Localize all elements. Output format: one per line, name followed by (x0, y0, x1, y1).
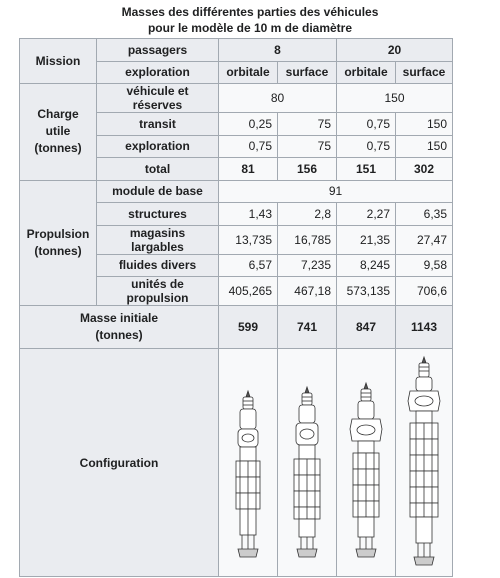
passagers-8-header: 8 (219, 39, 337, 62)
masses-table (19, 38, 453, 577)
masse-initiale-header (20, 306, 219, 349)
charge-utile-line-1: Charge utile (37, 107, 79, 139)
exploration-label: exploration (97, 135, 219, 158)
module-value: 91 (219, 180, 453, 203)
caption-line-2: pour le modèle de 10 m de diamètre (147, 21, 353, 35)
unites-label: unités de propulsion (97, 277, 219, 306)
vehicle-orbitale-20-icon (346, 363, 386, 563)
vehicle-orbitale-8-icon (228, 363, 268, 563)
propulsion-line-2: (tonnes) (34, 243, 82, 258)
row-masse-initiale (20, 306, 453, 349)
masse-value: 599 (219, 306, 278, 349)
transit-value: 75 (278, 113, 337, 136)
charge-utile-line-2: (tonnes) (34, 141, 82, 156)
unites-value: 405,265 (219, 277, 278, 306)
transit-label: transit (97, 113, 219, 136)
masse-line-1: Masse initiale (79, 311, 159, 325)
masse-value: 847 (337, 306, 396, 349)
fluides-value: 6,57 (219, 254, 278, 277)
masse-value: 1143 (396, 306, 453, 349)
caption-line-1: Masses des différentes parties des véhicules (121, 5, 379, 19)
total-value: 302 (396, 158, 453, 181)
magasins-value: 16,785 (278, 225, 337, 254)
exploration-value: 0,75 (219, 135, 278, 158)
unites-value: 706,6 (396, 277, 453, 306)
transit-value: 150 (396, 113, 453, 136)
magasins-value: 13,735 (219, 225, 278, 254)
magasins-value: 27,47 (396, 225, 453, 254)
fluides-value: 9,58 (396, 254, 453, 277)
structures-value: 2,8 (278, 203, 337, 226)
row-configuration (20, 349, 453, 577)
total-value: 156 (278, 158, 337, 181)
exploration-value: 0,75 (337, 135, 396, 158)
vehicle-surface-8-icon (287, 363, 327, 563)
vehicule-label: véhicule et réserves (97, 84, 219, 113)
header-row-passagers (20, 39, 453, 62)
structures-label: structures (97, 203, 219, 226)
passagers-20-header: 20 (337, 39, 453, 62)
unites-value: 467,18 (278, 277, 337, 306)
col-header-orbitale-20: orbitale (337, 61, 396, 84)
magasins-value: 21,35 (337, 225, 396, 254)
exploration-value: 150 (396, 135, 453, 158)
mission-header: Mission (20, 39, 97, 84)
module-label: module de base (97, 180, 219, 203)
propulsion-line-1: Propulsion (26, 226, 90, 241)
total-label: total (97, 158, 219, 181)
exploration-value: 75 (278, 135, 337, 158)
config-cell-surface-8 (278, 349, 337, 577)
fluides-value: 8,245 (337, 254, 396, 277)
transit-value: 0,75 (337, 113, 396, 136)
config-cell-orbitale-8 (219, 349, 278, 577)
fluides-value: 7,235 (278, 254, 337, 277)
configuration-header: Configuration (20, 349, 219, 577)
propulsion-header (20, 180, 97, 306)
config-cell-surface-20 (396, 349, 453, 577)
total-value: 81 (219, 158, 278, 181)
structures-value: 6,35 (396, 203, 453, 226)
transit-value: 0,25 (219, 113, 278, 136)
charge-utile-header (20, 84, 97, 181)
vehicule-value-8: 80 (219, 84, 337, 113)
exploration-header: exploration (97, 61, 219, 84)
vehicle-surface-20-icon (404, 353, 444, 573)
masse-value: 741 (278, 306, 337, 349)
col-header-orbitale-8: orbitale (219, 61, 278, 84)
structures-value: 1,43 (219, 203, 278, 226)
row-module-de-base (20, 180, 453, 203)
unites-value: 573,135 (337, 277, 396, 306)
vehicule-value-20: 150 (337, 84, 453, 113)
magasins-label: magasins largables (97, 225, 219, 254)
col-header-surface-8: surface (278, 61, 337, 84)
col-header-surface-20: surface (396, 61, 453, 84)
config-cell-orbitale-20 (337, 349, 396, 577)
masse-line-2: (tonnes) (95, 328, 143, 342)
passagers-header: passagers (97, 39, 219, 62)
total-value: 151 (337, 158, 396, 181)
row-vehicule (20, 84, 453, 113)
fluides-label: fluides divers (97, 254, 219, 277)
table-caption (0, 4, 500, 36)
structures-value: 2,27 (337, 203, 396, 226)
